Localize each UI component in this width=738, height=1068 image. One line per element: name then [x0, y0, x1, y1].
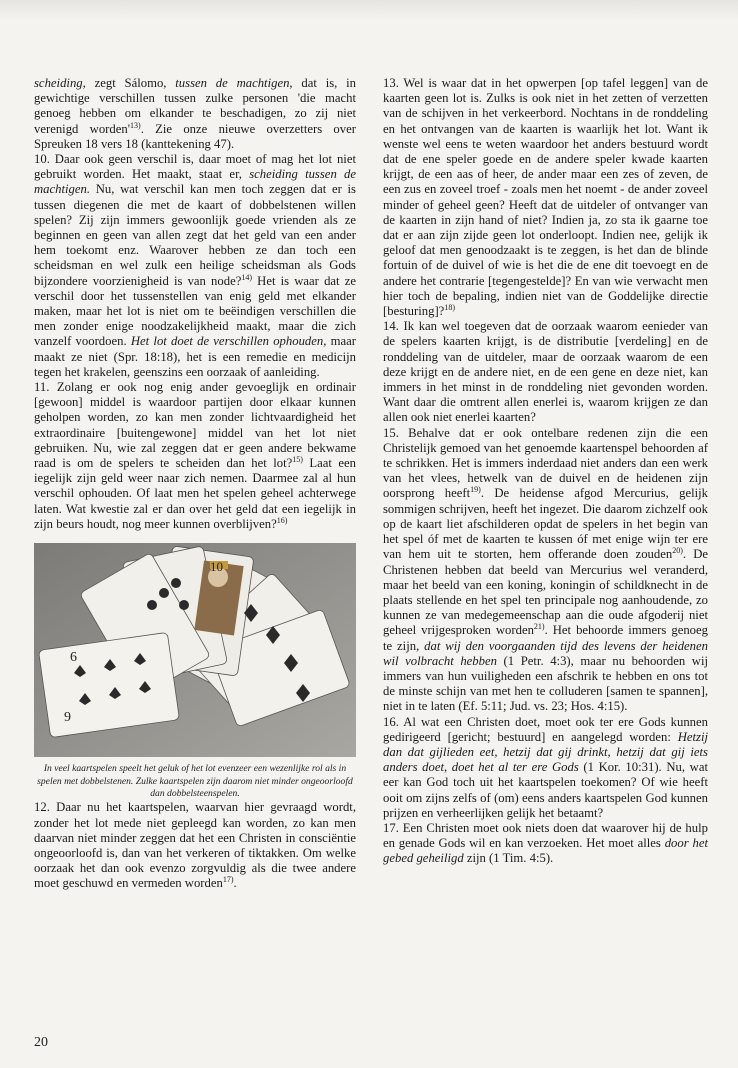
- text: dat is, in gewichtige verschillen tussen zulke personen 'die macht genoeg hebben om elkander te beschadigen, zo zij niet verenigd worden': [34, 76, 356, 136]
- footnote-ref: 16): [276, 515, 288, 525]
- italic-text: scheiding tussen de machtigen.: [34, 167, 356, 197]
- paragraph: [34, 380, 356, 532]
- text: maar maakt ze niet (Spr. 18:18), het is een remedie en medicijn tegen het krakelen, geenszins een oorzaak of aanleiding.: [34, 334, 356, 379]
- text: 15. Behalve dat er ook ontelbare redenen zijn die een Christelijk gemoed van het genoemde kaartenspel behoorden af te schrikken. Het is immers inderdaad niet anders dan een werk van het vlees, hetwelk van de duivel en de heidenen zijn oorsprong heeft: [383, 425, 708, 501]
- text: 12. Daar nu het kaartspelen, waarvan hier gevraagd wordt, zonder het lot mede niet gepleegd kan worden, zo kan men daarvan niet minder zeggen dat het een Christen in consciëntie ongeoorloofd is, dan van het verkeren of tiktakken. Om welke oorzaak het dan ook evenzo zorgvuldig als die twee andere moet geschuwd en vermeden worden: [34, 800, 356, 891]
- footnote-ref: 18): [444, 302, 455, 312]
- footnote-ref: 21): [533, 622, 545, 632]
- text: . De heidense afgod Mercurius, gelijk sommigen schrijven, heeft het ingezet. Die daarom zichzelf ook op de kaart liet afschilderen opdat de spelers in het begin van het spel óf met de kaarten te kussen óf met enige wijn ter ere van hem uit te storten, hem offerande doen zouden: [383, 486, 708, 562]
- footnote-ref: 15): [292, 454, 303, 464]
- paragraph: [34, 800, 356, 891]
- svg-text:9: 9: [64, 710, 71, 726]
- text: zegt Sálomo,: [85, 76, 176, 90]
- text: 11. Zolang er ook nog enig ander gevoeglijk en ordinair [gewoon] middel is waardoor partijen door elkaar kunnen geholpen worden, zo kan men zonder lichtvaardigheid het extraordinaire [buitengewone] middel van het lot niet gebruiken. Nu, wie zal zeggen dat er geen andere bekwame raad is om de spelers te scheiden dan het lot?: [34, 380, 356, 471]
- text: (1 Kor. 10:31). Nu, wat eer kan God toch uit het kaartspelen toekomen? Of wie heeft ooit om zijns zelfs of (om) eens anders kaartspelen God kunnen prijzen en verheerlijken gelijk het betaamt?: [383, 760, 708, 820]
- playing-cards-icon: [34, 543, 356, 757]
- right-column: [383, 76, 708, 867]
- italic-text: Hetzij dan dat gijlieden eet, hetzij dat gij drinkt, hetzij dat gij iets anders doet, doet het al ter ere Gods: [383, 729, 708, 775]
- italic-text: dat wij den voorgaanden tijd des levens der heidenen wil volbracht hebben: [383, 638, 709, 668]
- text: (1 Petr. 4:3), maar nu behoorden wij immers van hun vuiligheden een afschrik te hebben en ons tot de minste schijn van met hen te colluderen [samen te spannen], niet in te laten (Ef. 5:11; Jud. vs. 23; Hos. 4:15).: [383, 653, 708, 714]
- text: 17. Een Christen moet ook niets doen dat waarover hij de hulp en genade Gods wil en kan verzoeken. Het moet alles: [383, 820, 708, 851]
- text: . Het behoorde immers genoeg te zijn,: [383, 623, 708, 653]
- text: 14. Ik kan wel toegeven dat de oorzaak waarom eenieder van de spelers kaarten krijgt, is de distributie [verdeling] en de ronddeling van de uitdeler, maar de oorzaak waarom de een deze krijgt en de andere niet, en de een gene en deze niet, kan immers in het minst in de ronddeling niet gevonden worden. Want daar die omtrent allen enerlei is, waarom krijgen ze dan allen ook niet enerlei kaarten?: [383, 319, 708, 425]
- page-top-shadow: [0, 0, 738, 20]
- text: Het is waar dat ze verschil door het tussenstellen van enig geld met elkander maken, maar het lot is niet om te beëindigen verschillen die men zonder enige noodzakelijkheid maakt, maar die zich vanzelf voordoen.: [34, 273, 356, 349]
- svg-text:6: 6: [70, 650, 77, 666]
- italic-text: door het gebed geheiligd: [383, 836, 708, 866]
- footnote-ref: 19): [470, 485, 481, 495]
- text: Laat een iegelijk zijn geld weer naar zich nemen. Daarmee zal al hun verschil ophouden. Of laat men het spelen geheel achterwege laten. Wat kwestie zal er dan over het geld dat een iegelijk in zijn beurs houdt, nog meer kunnen overblijven?: [34, 456, 356, 531]
- text: Nu, wat verschil kan men toch zeggen dat er is tussen diegenen die met de kaart of dobbelstenen willen spelen? Zij zijn immers gewoonlijk goede vrienden als ze beginnen en geen van allen zegt dat het geld van een ander hem toekomt enz. Waarover hebben ze dan toch een scheidsman en wel zulk een heilige scheidsman als Gods bijzondere voorzienigheid is van node?: [34, 182, 356, 288]
- text: 10. Daar ook geen verschil is, daar moet of mag het lot niet gebruikt worden. Het maakt, staat er,: [34, 152, 356, 182]
- left-column: [34, 76, 356, 892]
- footnote-ref: 20): [672, 546, 683, 556]
- paragraph: [34, 152, 356, 380]
- footnote-ref: 14): [241, 272, 253, 282]
- text: 16. Al wat een Christen doet, moet ook ter ere Gods kunnen gedirigeerd [gericht; bestuurd] en aangelegd worden:: [383, 714, 708, 744]
- paragraph: [383, 821, 708, 867]
- paragraph: [383, 319, 708, 425]
- photo-caption: In veel kaartspelen speelt het geluk of het lot evenzeer een wezenlijke rol als in spelen met dobbelstenen. Zulke kaartspelen zijn daarom niet minder ongeoorloofd dan dobbelsteenspelen.: [37, 763, 353, 799]
- text: . Zie onze nieuwe overzetters over Spreuken 18 vers 18 (kanttekening 47).: [34, 121, 356, 151]
- italic-text: scheiding,: [34, 76, 86, 90]
- text: zijn (1 Tim. 4:5).: [463, 851, 554, 866]
- svg-text:10: 10: [210, 559, 223, 575]
- playing-cards-photo: [34, 543, 356, 757]
- text: . De Christenen hebben dat beeld van Mercurius wel veranderd, maar het beeld van een koning, koningin of schildknecht in de plaats stellende en het spel ten principale nog aanhoudende, zo kunnen ze van medegemeenschap aan die oude afgoderij niet geheel vrijgesproken worden: [383, 547, 708, 638]
- paragraph: [383, 715, 708, 821]
- text: .: [233, 876, 237, 891]
- paragraph: [383, 76, 708, 319]
- text: 13. Wel is waar dat in het opwerpen [op tafel leggen] van de kaarten geen lot is. Zulks is ook niet in het zetten of verzetten van de schijven in het verkeerbord. Nochtans in de ronddeling en het ontvangen van de kaarten is waarlijk het lot. Want ik wenste wel eens te weten waardoor het anders bestuurd wordt dat de ene speler goede en de andere speler kwade kaarten krijgt, de een aas of heer, de ander maar een zes of zeven, de een zus en zoveel troef - zoals men het noemt - de ander zoveel minder of geheel geen? Heeft dat de uitdeler of ontvanger van de kaarten in zijn hand of niet? Indien ja, zo sta ik gaarne toe dat er aan zijn zijde geen lot onderloopt. Indien nee, gelijk ik geloof dat men genoodzaakt is te zeggen, is het dan de blinde fortuin of de duivel of wie is het die de ene dit toevoegt en de andere het contrarie [tegengestelde]? En van wie verwacht men hier toch de bepaling, indien niet van de Goddelijke directie [besturing]?: [383, 76, 708, 319]
- italic-text: tussen de machtigen,: [175, 76, 293, 90]
- footnote-ref: 13): [130, 120, 141, 130]
- italic-text: Het lot doet de verschillen ophouden,: [130, 334, 327, 349]
- footnote-ref: 17): [222, 875, 234, 885]
- paragraph: [34, 76, 356, 152]
- paragraph: [383, 426, 708, 715]
- page-number: 20: [34, 1035, 48, 1050]
